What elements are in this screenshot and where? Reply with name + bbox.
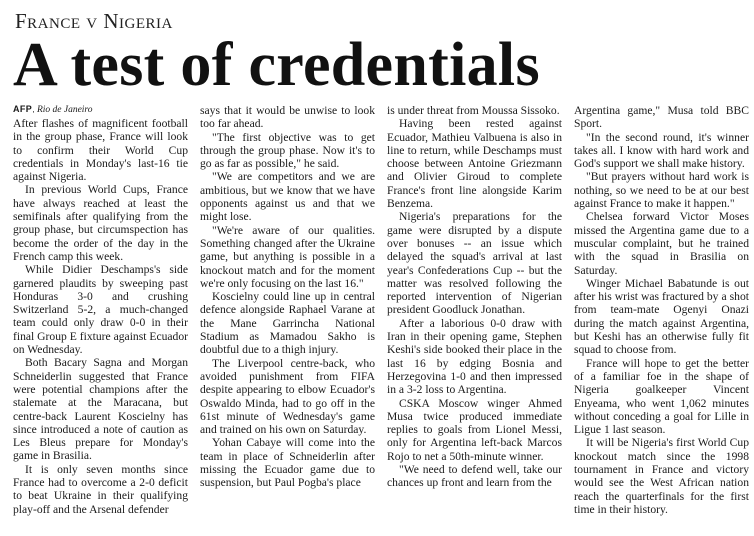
paragraph: "The first objective was to get through the group phase. Now it's to go as far as possible," he said. xyxy=(200,130,375,171)
byline xyxy=(13,104,188,116)
paragraph: Having been rested against Ecuador, Mathieu Valbuena is also in line to return, while Deschamps must choose between Antoine Griezmann and Olivier Giroud to complete France's front line alongside Karim Benzema. xyxy=(387,117,562,211)
paragraph: says that it would be unwise to look too far ahead. xyxy=(200,104,375,131)
paragraph: Chelsea forward Victor Moses missed the Argentina game due to a muscular complaint, but he trained with the squad in Brasilia on Saturday. xyxy=(574,210,749,277)
paragraph: "But prayers without hard work is nothing, so we need to be at our best against France to make it happen." xyxy=(574,170,749,211)
paragraph: "We need to defend well, take our chances up front and learn from the xyxy=(387,463,562,490)
paragraph: It will be Nigeria's first World Cup knockout match since the 1998 tournament in France and victory would see the West African nation reach the quarterfinals for the first time in their history. xyxy=(574,436,749,516)
article-column-4 xyxy=(574,104,749,530)
paragraph: "We are competitors and we are ambitious, but we know that we have opponents against us and that we might lose. xyxy=(200,170,375,224)
paragraph: Winger Michael Babatunde is out after his wrist was fractured by a shot from team-mate Ogenyi Onazi during the match against Argentina, but Keshi has an otherwise fully fit squad to choose from. xyxy=(574,276,749,357)
byline-separator: , xyxy=(32,104,37,114)
article-column-2 xyxy=(200,104,375,530)
paragraph: While Didier Deschamps's side garnered plaudits by sweeping past Honduras 3-0 and crushing Switzerland 5-2, a much-changed team could only draw 0-0 in their final Group E fixture against Ecuador on Wednesday. xyxy=(13,263,188,357)
article-column-1 xyxy=(13,104,188,530)
article-column-3 xyxy=(387,104,562,530)
paragraph: CSKA Moscow winger Ahmed Musa twice produced immediate replies to goals from Lionel Messi, only for Argentina left-back Marcos Rojo to net a 50th-minute winner. xyxy=(387,396,562,463)
paragraph: is under threat from Moussa Sissoko. xyxy=(387,104,560,117)
byline-place: Rio de Janeiro xyxy=(36,105,93,115)
byline-agency: AFP xyxy=(13,104,33,114)
paragraph: After a laborious 0-0 draw with Iran in their opening game, Stephen Keshi's side booked their place in the last 16 by edging Bosnia and Herzegovina 1-0 and then impressed in a 3-2 loss to Argentina. xyxy=(387,316,562,397)
paragraph: Nigeria's preparations for the game were disrupted by a dispute over bonuses -- an issue which delayed the squad's arrival at last year's Confederations Cup -- but the matter was resolved following the reported intervention of Nigerian president Goodluck Jonathan. xyxy=(387,210,562,317)
paragraph: Argentina game," Musa told BBC Sport. xyxy=(574,104,749,131)
paragraph: In previous World Cups, France have always reached at least the semifinals after qualifying from the group phase, but circumspection has become the order of the day in the French camp this week. xyxy=(13,183,188,263)
paragraph: France will hope to get the better of a familiar foe in the shape of Nigeria goalkeeper Vincent Enyeama, who went 1,062 minutes without conceding a goal for Lille in Ligue 1 last season. xyxy=(574,356,749,437)
paragraph: "In the second round, it's winner takes all. I know with hard work and God's support we shall make history. xyxy=(574,130,749,171)
article-body xyxy=(13,104,749,530)
paragraph: The Liverpool centre-back, who avoided punishment from FIFA despite appearing to elbow Ecuador's Oswaldo Minda, had to go off in the 61st minute of Wednesday's game and trained on his own on Saturday. xyxy=(200,356,375,437)
article-headline: A test of credentials xyxy=(13,31,540,99)
paragraph: Both Bacary Sagna and Morgan Schneiderlin suggested that France were potential champions after the stalemate at the Maracana, but centre-back Laurent Koscielny has since introduced a note of caution as Les Bleus prepare for Monday's game in Brasilia. xyxy=(13,356,188,463)
article-kicker: France v Nigeria xyxy=(15,9,173,33)
paragraph: After flashes of magnificent football in the group phase, France will look to confirm their World Cup credentials in Monday's last-16 tie against Nigeria. xyxy=(13,117,188,184)
paragraph: It is only seven months since France had to overcome a 2-0 deficit to beat Ukraine in their qualifying play-off and the Arsenal defender xyxy=(13,462,188,516)
paragraph: "We're aware of our qualities. Something changed after the Ukraine game, but anything is possible in a knockout match and for the moment we're only focusing on the last 16." xyxy=(200,223,375,290)
paragraph: Yohan Cabaye will come into the team in place of Schneiderlin after missing the Ecuador game due to suspension, but Paul Pogba's place xyxy=(200,436,375,490)
paragraph: Koscielny could line up in central defence alongside Raphael Varane at the Mane Garrincha National Stadium as Mamadou Sakho is doubtful due to a thigh injury. xyxy=(200,290,375,357)
